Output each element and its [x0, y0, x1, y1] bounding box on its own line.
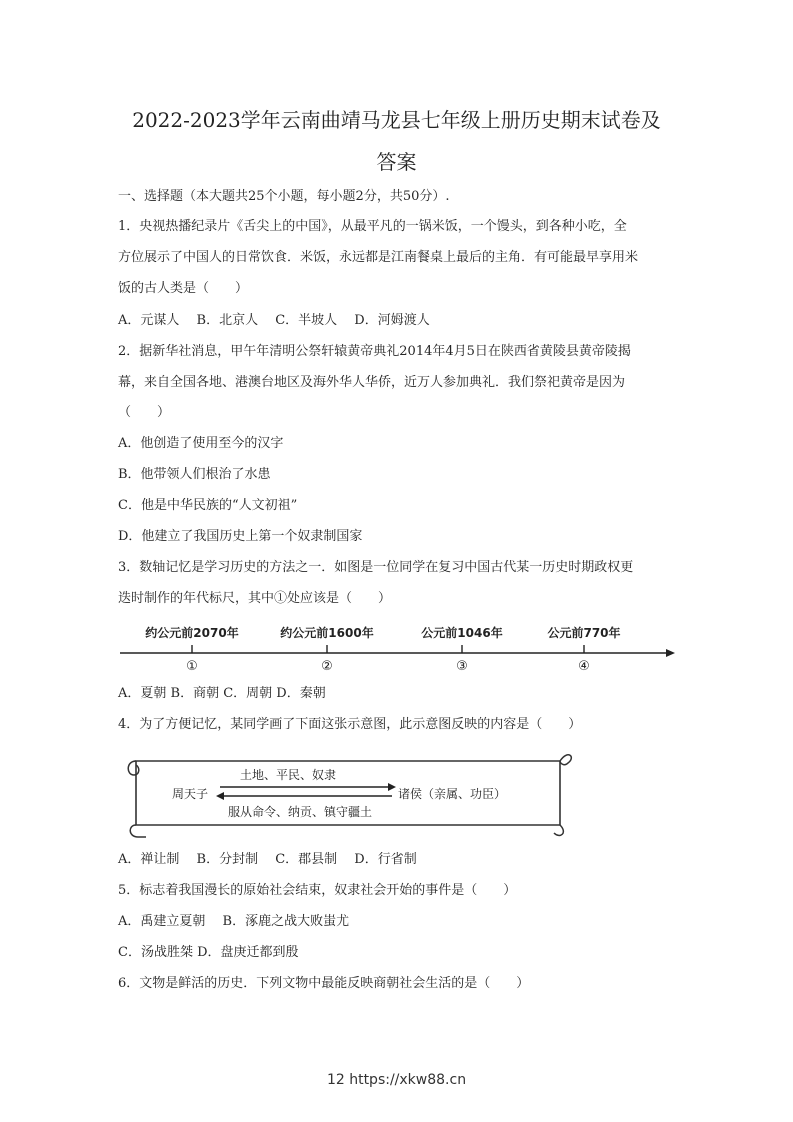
q2-text-line1: 2．据新华社消息，甲午年清明公祭轩辕黄帝典礼2014年4月5日在陕西省黄陵县黄帝陵揭	[118, 344, 631, 359]
q2-option-b: B．他带领人们根治了水患	[118, 467, 271, 482]
document-title-line1: 2022-2023学年云南曲靖马龙县七年级上册历史期末试卷及	[132, 108, 661, 132]
q3-text-line2: 迭时制作的年代标尺，其中①处应该是（ ）	[118, 591, 392, 606]
timeline-marker: ①	[186, 659, 198, 674]
q2-text-line3: （ ）	[118, 405, 171, 420]
q2-option-c: C．他是中华民族的“人文初祖”	[118, 498, 298, 513]
section-heading: 一、选择题（本大题共25个小题，每小题2分，共50分）.	[118, 189, 450, 204]
q5-text-line1: 5．标志着我国漫长的原始社会结束，奴隶社会开始的事件是（ ）	[118, 883, 517, 898]
q6-text-line1: 6．文物是鲜活的历史．下列文物中最能反映商朝社会生活的是（ ）	[118, 976, 530, 991]
scroll-right-curl	[554, 755, 571, 836]
top-arrow-head-icon	[388, 783, 396, 791]
timeline-marker: ③	[456, 659, 468, 674]
q3-timeline-figure	[118, 620, 678, 678]
q3-text-line1: 3．数轴记忆是学习历史的方法之一．如图是一位同学在复习中国古代某一历史时期政权更	[118, 560, 634, 575]
q1-text-line1: 1．央视热播纪录片《舌尖上的中国》，从最平凡的一锅米饭，一个馒头，到各种小吃，全	[118, 219, 627, 234]
q4-scroll-diagram	[124, 745, 576, 841]
diagram-right-label: 诸侯（亲属、功臣）	[398, 787, 507, 801]
timeline-arrow-icon	[666, 649, 675, 657]
timeline-marker: ②	[321, 659, 333, 674]
timeline-label: 公元前1046年	[421, 626, 503, 640]
bottom-arrow-head-icon	[216, 792, 224, 800]
timeline-label: 约公元前2070年	[145, 626, 239, 640]
page-footer: 12 https://xkw88.cn	[326, 1072, 467, 1088]
q3-options: A．夏朝 B．商朝 C．周朝 D．秦朝	[118, 686, 326, 701]
q4-options: A．禅让制 B．分封制 C．郡县制 D．行省制	[118, 852, 417, 867]
q5-options-cd: C．汤战胜桀 D．盘庚迁都到殷	[118, 945, 299, 960]
q2-text-line2: 幕，来自全国各地、港澳台地区及海外华人华侨，近万人参加典礼．我们祭祀黄帝是因为	[118, 375, 626, 390]
timeline-label: 约公元前1600年	[280, 626, 374, 640]
document-title-line2: 答案	[376, 150, 417, 174]
q1-options: A．元谋人 B．北京人 C．半坡人 D．河姆渡人	[118, 313, 430, 328]
diagram-top-arrow-label: 土地、平民、奴隶	[240, 768, 337, 782]
timeline-marker: ④	[578, 659, 590, 674]
q1-text-line3: 饭的古人类是（ ）	[118, 281, 249, 296]
timeline-label: 公元前770年	[547, 626, 621, 640]
q1-text-line2: 方位展示了中国人的日常饮食．米饭，永远都是江南餐桌上最后的主角．有可能最早享用米	[118, 250, 639, 265]
q5-options-ab: A．禹建立夏朝 B．涿鹿之战大败蚩尤	[118, 914, 350, 929]
q2-option-a: A．他创造了使用至今的汉字	[118, 436, 284, 451]
diagram-left-label: 周天子	[172, 787, 209, 801]
diagram-bottom-arrow-label: 服从命令、纳贡、镇守疆土	[228, 805, 373, 819]
q4-text-line1: 4．为了方便记忆，某同学画了下面这张示意图，此示意图反映的内容是（ ）	[118, 717, 582, 732]
q2-option-d: D．他建立了我国历史上第一个奴隶制国家	[118, 529, 363, 544]
